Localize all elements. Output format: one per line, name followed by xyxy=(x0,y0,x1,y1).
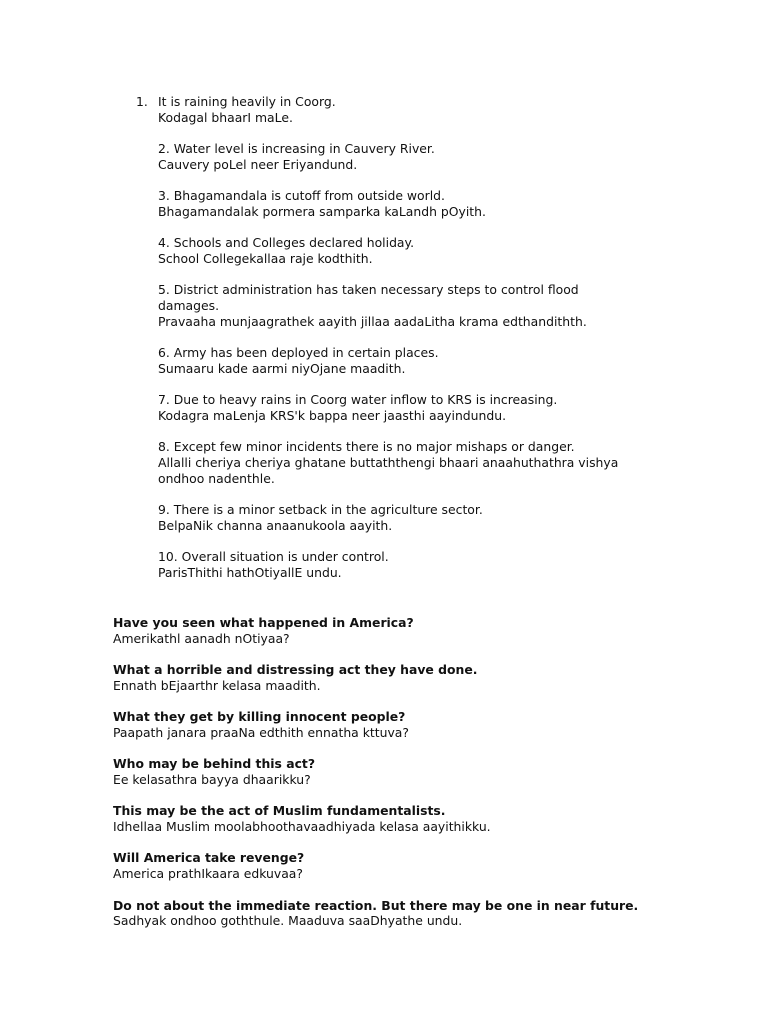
kodava-line: Cauvery poLel neer Eriyandund. xyxy=(158,156,358,172)
qa-pair xyxy=(113,662,753,694)
english-line: 2. Water level is increasing in Cauvery River. xyxy=(158,141,435,157)
kodava-line-continued: ondhoo nadenthle. xyxy=(158,471,275,487)
english-question: What they get by killing innocent people? xyxy=(113,709,406,725)
list-item xyxy=(158,502,748,534)
kodava-translation: Sadhyak ondhoo goththule. Maaduva saaDhyathe undu. xyxy=(113,913,463,929)
english-question: Who may be behind this act? xyxy=(113,756,316,772)
list-item xyxy=(136,94,748,126)
kodava-translation: Idhellaa Muslim moolabhoothavaadhiyada kelasa aayithikku. xyxy=(113,819,491,835)
english-line-continued: damages. xyxy=(158,298,220,314)
qa-pair xyxy=(113,615,753,647)
list-item xyxy=(158,235,748,267)
conversation-section xyxy=(113,615,753,945)
kodava-line: School Collegekallaa raje kodthith. xyxy=(158,251,373,267)
kodava-line: Allalli cheriya cheriya ghatane buttaththengi bhaari anaahuthathra vishya xyxy=(158,455,619,471)
qa-pair xyxy=(113,850,753,882)
list-item xyxy=(158,392,748,424)
kodava-line: Pravaaha munjaagrathek aayith jillaa aadaLitha krama edthandithth. xyxy=(158,313,587,329)
kodava-line: Sumaaru kade aarmi niyOjane maadith. xyxy=(158,361,406,377)
qa-pair xyxy=(113,709,753,741)
english-question: This may be the act of Muslim fundamentalists. xyxy=(113,803,446,819)
kodava-translation: Paapath janara praaNa edthith ennatha kttuva? xyxy=(113,724,409,740)
english-question: What a horrible and distressing act they have done. xyxy=(113,662,478,678)
english-question: Do not about the immediate reaction. But there may be one in near future. xyxy=(113,897,639,913)
english-question: Have you seen what happened in America? xyxy=(113,615,414,630)
kodava-translation: Ee kelasathra bayya dhaarikku? xyxy=(113,772,311,788)
kodava-line: BelpaNik channa anaanukoola aayith. xyxy=(158,518,393,534)
english-line: 4. Schools and Colleges declared holiday. xyxy=(158,235,415,251)
kodava-line: Kodagal bhaarI maLe. xyxy=(158,109,293,125)
english-line: 7. Due to heavy rains in Coorg water inflow to KRS is increasing. xyxy=(158,392,558,408)
english-line: 5. District administration has taken necessary steps to control flood xyxy=(158,282,579,298)
list-marker: 1. xyxy=(136,94,148,109)
numbered-list xyxy=(136,94,748,597)
kodava-line: ParisThithi hathOtiyallE undu. xyxy=(158,565,342,581)
list-item xyxy=(158,282,748,329)
list-item xyxy=(158,188,748,220)
qa-pair xyxy=(113,756,753,788)
english-line: 9. There is a minor setback in the agriculture sector. xyxy=(158,502,483,518)
english-question: Will America take revenge? xyxy=(113,850,305,866)
english-line: It is raining heavily in Coorg. xyxy=(158,94,336,109)
english-line: 6. Army has been deployed in certain places. xyxy=(158,345,439,361)
english-line: 3. Bhagamandala is cutoff from outside world. xyxy=(158,188,445,204)
english-line: 10. Overall situation is under control. xyxy=(158,549,389,565)
kodava-translation: Amerikathl aanadh nOtiyaa? xyxy=(113,630,290,646)
kodava-translation: America prathIkaara edkuvaa? xyxy=(113,866,303,882)
list-item xyxy=(158,141,748,173)
qa-pair xyxy=(113,803,753,835)
list-item xyxy=(158,345,748,377)
list-item xyxy=(158,549,748,581)
kodava-translation: Ennath bEjaarthr kelasa maadith. xyxy=(113,677,321,693)
kodava-line: Kodagra maLenja KRS'k bappa neer jaasthi aayindundu. xyxy=(158,408,507,424)
kodava-line: Bhagamandalak pormera samparka kaLandh pOyith. xyxy=(158,203,486,219)
list-item xyxy=(158,439,748,486)
english-line: 8. Except few minor incidents there is no major mishaps or danger. xyxy=(158,439,575,455)
qa-pair xyxy=(113,898,753,930)
